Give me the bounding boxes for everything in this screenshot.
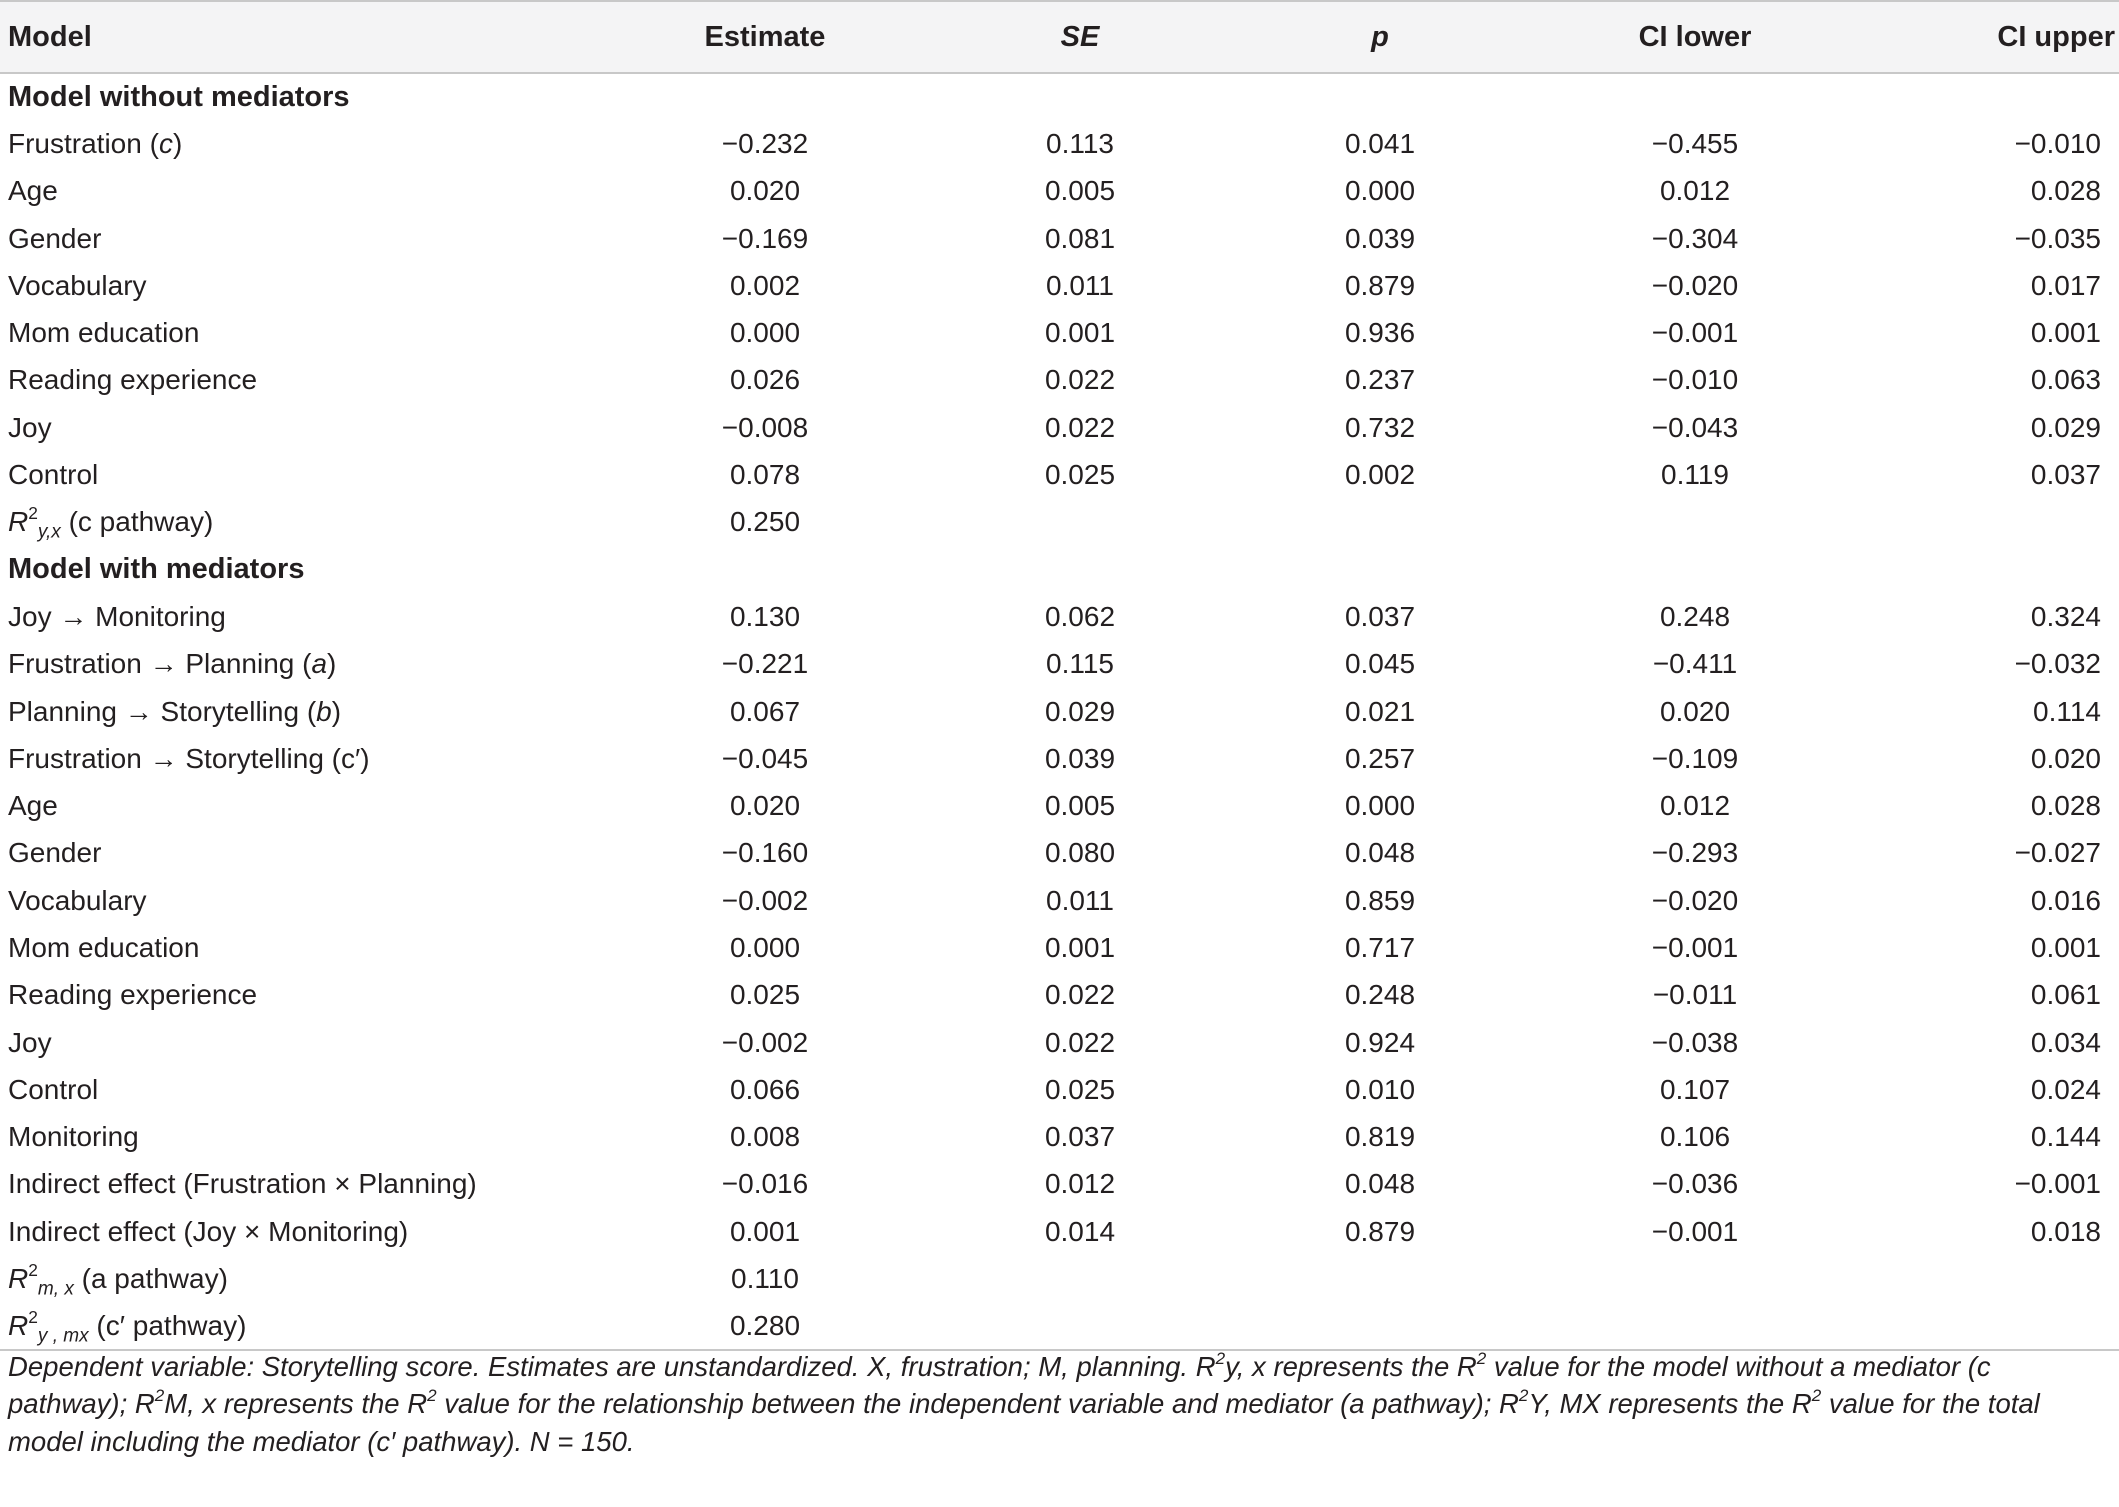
table-row xyxy=(0,688,2119,735)
r-squared-symbol: R xyxy=(8,1309,29,1341)
cell-estimate: 0.130 xyxy=(729,600,801,632)
row-label: Indirect effect (Joy × Monitoring) xyxy=(8,1215,409,1247)
cell-se: 0.001 xyxy=(1044,317,1116,349)
cell-estimate: −0.008 xyxy=(721,411,809,443)
footnote-text-1: Dependent variable: Storytelling score. Estimates are unstandardized. X, frustration; M, planning. R xyxy=(8,1351,1216,1382)
cell-ci-upper: 0.324 xyxy=(2030,600,2101,632)
table-row xyxy=(0,1255,2119,1302)
row-label: Mom education xyxy=(8,317,200,349)
cell-ci-upper xyxy=(1860,1255,2119,1302)
row-label: Vocabulary xyxy=(8,269,147,301)
row-label-path: a xyxy=(311,648,328,680)
cell-se: 0.025 xyxy=(1044,1073,1116,1105)
row-label xyxy=(0,1255,600,1302)
row-label-prefix: Frustration ( xyxy=(8,127,159,159)
cell-se: 0.025 xyxy=(1044,459,1116,491)
cell-estimate: 0.280 xyxy=(729,1309,801,1341)
row-label: Control xyxy=(8,1073,99,1105)
cell-p: 0.257 xyxy=(1344,742,1416,774)
row-label-suffix: ) xyxy=(172,127,183,159)
r-squared-exponent: 2 xyxy=(28,1306,38,1327)
footnote-sup-5: 2 xyxy=(1518,1386,1529,1406)
cell-p: 0.045 xyxy=(1344,648,1416,680)
cell-p xyxy=(1230,1255,1530,1302)
cell-p: 0.041 xyxy=(1344,127,1416,159)
cell-ci-lower: −0.043 xyxy=(1651,411,1739,443)
row-label: Age xyxy=(8,175,58,207)
table-row xyxy=(0,404,2119,451)
table-row xyxy=(0,262,2119,309)
header-ci-upper: CI upper xyxy=(1997,20,2115,53)
cell-ci-lower: −0.001 xyxy=(1651,931,1739,963)
footnote-sup-4: 2 xyxy=(427,1386,437,1406)
r-squared-symbol: R xyxy=(8,1263,29,1295)
cell-ci-lower: −0.011 xyxy=(1652,979,1738,1011)
cell-estimate: 0.026 xyxy=(729,364,801,396)
table-row xyxy=(0,782,2119,829)
cell-se: 0.012 xyxy=(1044,1168,1116,1200)
cell-estimate: 0.067 xyxy=(729,695,801,727)
row-label: Indirect effect (Frustration × Planning) xyxy=(8,1168,477,1200)
table-row xyxy=(0,593,2119,640)
cell-se: 0.039 xyxy=(1044,742,1116,774)
table-row xyxy=(0,1208,2119,1255)
cell-p: 0.819 xyxy=(1344,1121,1416,1153)
footnote-text-2: y, x represents the R xyxy=(1225,1351,1477,1382)
table-row xyxy=(0,972,2119,1019)
table-row xyxy=(0,120,2119,167)
row-label: Reading experience xyxy=(8,364,258,396)
cell-se: 0.022 xyxy=(1044,411,1116,443)
cell-ci-upper: −0.001 xyxy=(2014,1168,2101,1200)
cell-ci-lower: 0.106 xyxy=(1659,1121,1731,1153)
footnote-text-6: Y, MX represents the R xyxy=(1528,1388,1812,1420)
cell-p: 0.717 xyxy=(1344,931,1416,963)
cell-ci-upper: 0.028 xyxy=(2030,790,2101,822)
cell-p: 0.000 xyxy=(1344,790,1416,822)
cell-estimate: −0.002 xyxy=(721,1026,809,1058)
table-row xyxy=(0,215,2119,262)
cell-p: 0.048 xyxy=(1344,837,1416,869)
cell-estimate: −0.232 xyxy=(721,127,809,159)
table-header xyxy=(0,1,2119,73)
cell-ci-upper: 0.018 xyxy=(2030,1215,2101,1247)
cell-estimate: 0.000 xyxy=(729,317,801,349)
cell-p: 0.021 xyxy=(1344,695,1416,727)
cell-p xyxy=(1230,1303,1530,1350)
table-row xyxy=(0,1303,2119,1350)
header-model: Model xyxy=(8,20,92,53)
cell-ci-upper: −0.032 xyxy=(2014,648,2101,680)
cell-ci-upper: 0.063 xyxy=(2030,364,2101,396)
section-header-row xyxy=(0,73,2119,120)
cell-ci-lower: −0.109 xyxy=(1651,742,1739,774)
cell-ci-lower xyxy=(1530,1303,1860,1350)
row-label-suffix: (c′ pathway) xyxy=(88,1309,247,1341)
cell-p: 0.879 xyxy=(1344,1215,1416,1247)
r-squared-subscript xyxy=(38,1326,89,1347)
cell-ci-upper: 0.001 xyxy=(2030,317,2101,349)
cell-estimate: 0.002 xyxy=(729,269,801,301)
r-squared-exponent: 2 xyxy=(28,503,38,524)
cell-ci-upper: −0.035 xyxy=(2014,222,2101,254)
row-label-prefix: Frustration → Planning ( xyxy=(8,648,312,680)
row-label: Frustration → Storytelling (c′) xyxy=(8,742,370,774)
cell-se: 0.080 xyxy=(1044,837,1116,869)
cell-estimate: 0.008 xyxy=(729,1121,801,1153)
cell-ci-lower: −0.304 xyxy=(1651,222,1739,254)
cell-p: 0.039 xyxy=(1344,222,1416,254)
footnote-sup-6: 2 xyxy=(1811,1386,1822,1406)
cell-ci-lower: 0.012 xyxy=(1659,790,1731,822)
row-label-suffix: (a pathway) xyxy=(73,1263,228,1295)
cell-estimate: 0.066 xyxy=(729,1073,801,1105)
cell-ci-lower: −0.020 xyxy=(1651,884,1739,916)
table-row xyxy=(0,451,2119,498)
cell-p: 0.859 xyxy=(1344,884,1416,916)
table-row xyxy=(0,735,2119,782)
cell-ci-upper: 0.034 xyxy=(2030,1026,2101,1058)
row-label-suffix: (c pathway) xyxy=(60,506,214,538)
row-label: Gender xyxy=(8,222,102,254)
cell-ci-upper: 0.144 xyxy=(2030,1121,2101,1153)
row-label-suffix: ) xyxy=(327,648,337,680)
table-row xyxy=(0,499,2119,546)
r-squared-symbol: R xyxy=(8,506,29,538)
row-label: Joy xyxy=(8,1026,52,1058)
cell-ci-lower: 0.020 xyxy=(1659,695,1731,727)
cell-ci-upper: 0.024 xyxy=(2030,1073,2101,1105)
cell-estimate: −0.045 xyxy=(721,742,809,774)
cell-ci-upper: 0.017 xyxy=(2030,269,2101,301)
row-label-prefix: Planning → Storytelling ( xyxy=(8,695,317,727)
cell-p xyxy=(1230,499,1530,546)
cell-estimate: 0.250 xyxy=(729,506,801,538)
cell-se: 0.001 xyxy=(1044,931,1116,963)
cell-ci-upper: −0.010 xyxy=(2014,127,2101,159)
cell-ci-upper: 0.029 xyxy=(2030,411,2101,443)
cell-ci-upper: 0.016 xyxy=(2030,884,2101,916)
cell-estimate: −0.016 xyxy=(721,1168,809,1200)
table-row xyxy=(0,1066,2119,1113)
row-label: Joy → Monitoring xyxy=(8,600,226,632)
cell-p: 0.248 xyxy=(1344,979,1416,1011)
row-label xyxy=(0,120,600,167)
r-squared-subscript xyxy=(38,1279,74,1300)
cell-estimate: −0.002 xyxy=(721,884,809,916)
cell-estimate: 0.020 xyxy=(729,175,801,207)
cell-p: 0.924 xyxy=(1344,1026,1416,1058)
cell-se: 0.037 xyxy=(1044,1121,1116,1153)
cell-ci-lower xyxy=(1530,499,1860,546)
row-label xyxy=(0,688,600,735)
table-row xyxy=(0,1114,2119,1161)
cell-estimate: −0.160 xyxy=(721,837,809,869)
footnote-sup-1: 2 xyxy=(1215,1349,1226,1369)
table-row xyxy=(0,877,2119,924)
section-title: Model without mediators xyxy=(8,80,350,113)
cell-se: 0.115 xyxy=(1046,648,1114,680)
row-label: Monitoring xyxy=(8,1121,139,1153)
section-title: Model with mediators xyxy=(8,553,305,586)
cell-se: 0.022 xyxy=(1044,979,1116,1011)
cell-p: 0.879 xyxy=(1344,269,1416,301)
cell-estimate: −0.221 xyxy=(721,648,809,680)
cell-ci-lower xyxy=(1530,1255,1860,1302)
cell-p: 0.000 xyxy=(1344,175,1416,207)
footnote-text-3: value for the model without a mediator (c pathway); R xyxy=(8,1351,1991,1420)
cell-se: 0.022 xyxy=(1044,364,1116,396)
cell-ci-upper: 0.020 xyxy=(2030,742,2101,774)
cell-ci-upper: 0.061 xyxy=(2030,979,2101,1011)
row-label: Gender xyxy=(8,837,102,869)
cell-estimate: 0.110 xyxy=(731,1263,799,1295)
cell-ci-lower: −0.293 xyxy=(1651,837,1739,869)
header-p: p xyxy=(1371,20,1389,53)
row-label: Joy xyxy=(8,411,52,443)
cell-estimate: 0.078 xyxy=(729,459,801,491)
cell-ci-lower: −0.036 xyxy=(1651,1168,1739,1200)
row-label: Age xyxy=(8,790,58,822)
table-row xyxy=(0,830,2119,877)
cell-se: 0.011 xyxy=(1046,884,1114,916)
cell-se: 0.062 xyxy=(1044,600,1116,632)
row-label-path: b xyxy=(316,695,332,727)
cell-p: 0.237 xyxy=(1344,364,1416,396)
table-row xyxy=(0,1161,2119,1208)
cell-se: 0.029 xyxy=(1044,695,1116,727)
cell-se xyxy=(930,1303,1230,1350)
cell-p: 0.010 xyxy=(1344,1073,1416,1105)
footnote-sup-3: 2 xyxy=(154,1386,165,1406)
row-label-path: c xyxy=(158,127,173,159)
row-label: Reading experience xyxy=(8,979,258,1011)
cell-ci-lower: −0.411 xyxy=(1652,648,1738,680)
footnote-text-5: value for the relationship between the independent variable and mediator (a pathway); R xyxy=(436,1388,1519,1420)
r-squared-subscript xyxy=(38,522,61,543)
cell-estimate: −0.169 xyxy=(721,222,809,254)
cell-ci-upper: 0.001 xyxy=(2030,931,2101,963)
cell-estimate: 0.000 xyxy=(729,931,801,963)
cell-estimate: 0.025 xyxy=(729,979,801,1011)
row-label: Vocabulary xyxy=(8,884,147,916)
footnote-sup-2: 2 xyxy=(1476,1349,1487,1369)
r-squared-subscript-text: m, x xyxy=(37,1278,74,1300)
cell-ci-lower: −0.001 xyxy=(1651,1215,1739,1247)
cell-estimate: 0.020 xyxy=(729,790,801,822)
r-squared-subscript-text: y , mx xyxy=(37,1325,89,1347)
cell-se: 0.005 xyxy=(1044,175,1116,207)
cell-ci-upper: 0.114 xyxy=(2033,695,2101,727)
row-label xyxy=(0,1303,600,1350)
cell-p: 0.037 xyxy=(1344,600,1416,632)
cell-se: 0.022 xyxy=(1044,1026,1116,1058)
header-row xyxy=(0,1,2119,73)
cell-ci-lower: 0.119 xyxy=(1661,459,1729,491)
cell-p: 0.002 xyxy=(1344,459,1416,491)
section-header-row xyxy=(0,546,2119,593)
cell-se: 0.113 xyxy=(1046,127,1114,159)
table-row xyxy=(0,309,2119,356)
table-row xyxy=(0,641,2119,688)
cell-se xyxy=(930,499,1230,546)
cell-estimate: 0.001 xyxy=(729,1215,801,1247)
header-ci-lower: CI lower xyxy=(1638,20,1752,53)
cell-ci-lower: −0.001 xyxy=(1651,317,1739,349)
cell-se: 0.014 xyxy=(1044,1215,1116,1247)
cell-p: 0.732 xyxy=(1344,411,1416,443)
cell-ci-upper: 0.037 xyxy=(2030,459,2101,491)
table-footnote xyxy=(8,1348,2113,1460)
table-row xyxy=(0,168,2119,215)
row-label: Mom education xyxy=(8,931,200,963)
cell-ci-upper xyxy=(1860,1303,2119,1350)
cell-se xyxy=(930,1255,1230,1302)
cell-p: 0.048 xyxy=(1344,1168,1416,1200)
cell-ci-lower: 0.248 xyxy=(1659,600,1731,632)
row-label-suffix: ) xyxy=(331,695,342,727)
footnote-text-7: value for the total model including the mediator (c′ pathway). N = 150. xyxy=(8,1388,2040,1457)
r-squared-subscript-text: y,x xyxy=(37,521,61,543)
cell-ci-lower: 0.012 xyxy=(1659,175,1731,207)
cell-ci-lower: −0.455 xyxy=(1651,127,1739,159)
cell-ci-upper xyxy=(1860,499,2119,546)
header-estimate: Estimate xyxy=(704,20,826,53)
table-row xyxy=(0,924,2119,971)
row-label: Control xyxy=(8,459,99,491)
cell-se: 0.005 xyxy=(1044,790,1116,822)
r-squared-exponent: 2 xyxy=(28,1259,38,1280)
table-body xyxy=(0,73,2119,1350)
cell-ci-upper: 0.028 xyxy=(2030,175,2101,207)
row-label xyxy=(0,641,600,688)
row-label xyxy=(0,499,600,546)
cell-p: 0.936 xyxy=(1344,317,1416,349)
header-se: SE xyxy=(1060,20,1100,53)
cell-ci-upper: −0.027 xyxy=(2014,837,2101,869)
footnote-text-4: M, x represents the R xyxy=(164,1388,428,1420)
cell-ci-lower: −0.038 xyxy=(1651,1026,1739,1058)
cell-ci-lower: −0.020 xyxy=(1651,269,1739,301)
table-row xyxy=(0,357,2119,404)
cell-se: 0.081 xyxy=(1044,222,1116,254)
cell-ci-lower: −0.010 xyxy=(1651,364,1739,396)
cell-ci-lower: 0.107 xyxy=(1659,1073,1731,1105)
cell-se: 0.011 xyxy=(1046,269,1114,301)
table-row xyxy=(0,1019,2119,1066)
